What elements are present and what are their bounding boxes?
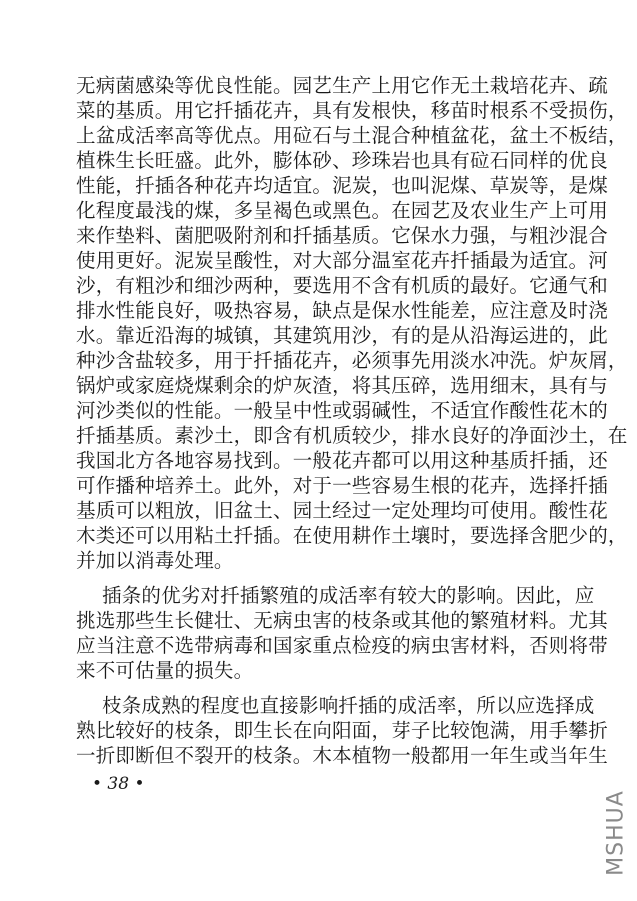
- text-line: 来作垫料、菌肥吸附剂和扦插基质。它保水力强，与粗沙混合: [76, 224, 608, 247]
- text-line: 使用更好。泥炭呈酸性，对大部分温室花卉扦插最为适宜。河: [76, 249, 608, 272]
- text-line: 熟比较好的枝条，即生长在向阳面，芽子比较饱满，用手攀折: [76, 719, 608, 742]
- text-line: 河沙类似的性能。一般呈中性或弱碱性，不适宜作酸性花木的: [76, 399, 608, 422]
- text-line: 并加以消毒处理。: [76, 549, 234, 572]
- text-line: 排水性能良好，吸热容易，缺点是保水性能差，应注意及时浇: [76, 299, 608, 322]
- text-line: 可作播种培养土。此外，对于一些容易生根的花卉，选择扦插: [76, 474, 608, 497]
- text-line: 基质可以粗放，旧盆土、园土经过一定处理均可使用。酸性花: [76, 499, 608, 522]
- text-line: 菜的基质。用它扦插花卉，具有发根快，移苗时根系不受损伤，: [76, 99, 628, 122]
- text-line: 来不可估量的损失。: [76, 659, 254, 682]
- text-line: 无病菌感染等优良性能。园艺生产上用它作无土栽培花卉、疏: [76, 74, 608, 97]
- text-line: 植株生长旺盛。此外，膨体砂、珍珠岩也具有砬石同样的优良: [76, 149, 608, 172]
- text-line: 木类还可以用粘土扦插。在使用耕作土壤时，要选择含肥少的，: [76, 524, 628, 547]
- text-line: 化程度最浅的煤，多呈褐色或黑色。在园艺及农业生产上可用: [76, 199, 608, 222]
- text-line: 我国北方各地容易找到。一般花卉都可以用这种基质扦插，还: [76, 449, 608, 472]
- text-line: 沙，有粗沙和细沙两种，要选用不含有机质的最好。它通气和: [76, 274, 608, 297]
- text-line: 上盆成活率高等优点。用砬石与土混合种植盆花，盆土不板结，: [76, 124, 628, 147]
- watermark-text: MSHUA: [603, 790, 629, 876]
- paragraph-first-line: 插条的优劣对扦插繁殖的成活率有较大的影响。因此，应: [102, 584, 595, 607]
- page-number: • 38 •: [92, 774, 145, 794]
- text-line: 一折即断但不裂开的枝条。木本植物一般都用一年生或当年生: [76, 744, 608, 767]
- text-line: 扦插基质。素沙土，即含有机质较少，排水良好的净面沙土，在: [76, 424, 628, 447]
- text-line: 水。靠近沿海的城镇，其建筑用沙，有的是从沿海运进的，此: [76, 324, 608, 347]
- text-line: 种沙含盐较多，用于扦插花卉，必须事先用淡水冲洗。炉灰屑，: [76, 349, 628, 372]
- text-line: 应当注意不选带病毒和国家重点检疫的病虫害材料，否则将带: [76, 634, 608, 657]
- text-line: 挑选那些生长健壮、无病虫害的枝条或其他的繁殖材料。尤其: [76, 609, 608, 632]
- text-line: 锅炉或家庭烧煤剩余的炉灰渣，将其压碎，选用细末，具有与: [76, 374, 608, 397]
- text-line: 性能，扦插各种花卉均适宜。泥炭，也叫泥煤、草炭等，是煤: [76, 174, 608, 197]
- watermark: [604, 783, 628, 883]
- paragraph-first-line: 枝条成熟的程度也直接影响扦插的成活率，所以应选择成: [102, 694, 595, 717]
